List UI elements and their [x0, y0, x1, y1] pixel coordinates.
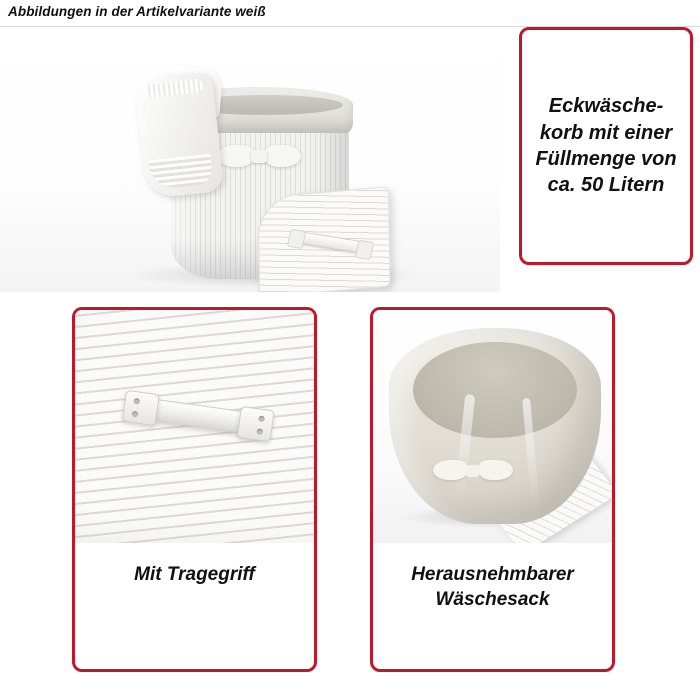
basket-bow [217, 141, 301, 171]
bow-knot [465, 465, 480, 477]
main-product-photo [0, 27, 500, 292]
screw-icon [256, 428, 263, 435]
panel-liner [370, 307, 615, 672]
bow-loop-left [217, 145, 253, 167]
page-title: Abbildungen in der Artikelvariante weiß [8, 4, 266, 19]
lid-handle-closeup-photo [75, 310, 314, 543]
towel-hanging [134, 71, 224, 198]
handle-plate-left [122, 390, 160, 426]
fabric-liner [389, 328, 601, 524]
removable-fabric-liner-photo [373, 310, 612, 543]
liner-bow [433, 458, 513, 484]
bow-loop-right [479, 460, 513, 480]
screw-icon [258, 415, 265, 422]
liner-interior [413, 342, 577, 438]
callout-capacity [519, 27, 693, 265]
bow-loop-right [265, 145, 301, 167]
basket-lid [257, 186, 390, 292]
panel-liner-caption: Herausnehmbarer Wäschesack [411, 564, 574, 610]
screw-icon [132, 411, 139, 418]
panel-handle-caption: Mit Tragegriff [134, 564, 255, 585]
callout-capacity-text: Eckwäsche-korb mit einer Füllmenge von ca. 50 Litern [535, 95, 677, 197]
screw-icon [133, 398, 140, 405]
bow-knot [251, 150, 267, 163]
lid-carry-handle [295, 231, 368, 254]
handle-plate-right [237, 406, 275, 442]
bow-loop-left [433, 460, 467, 480]
panel-handle [72, 307, 317, 672]
